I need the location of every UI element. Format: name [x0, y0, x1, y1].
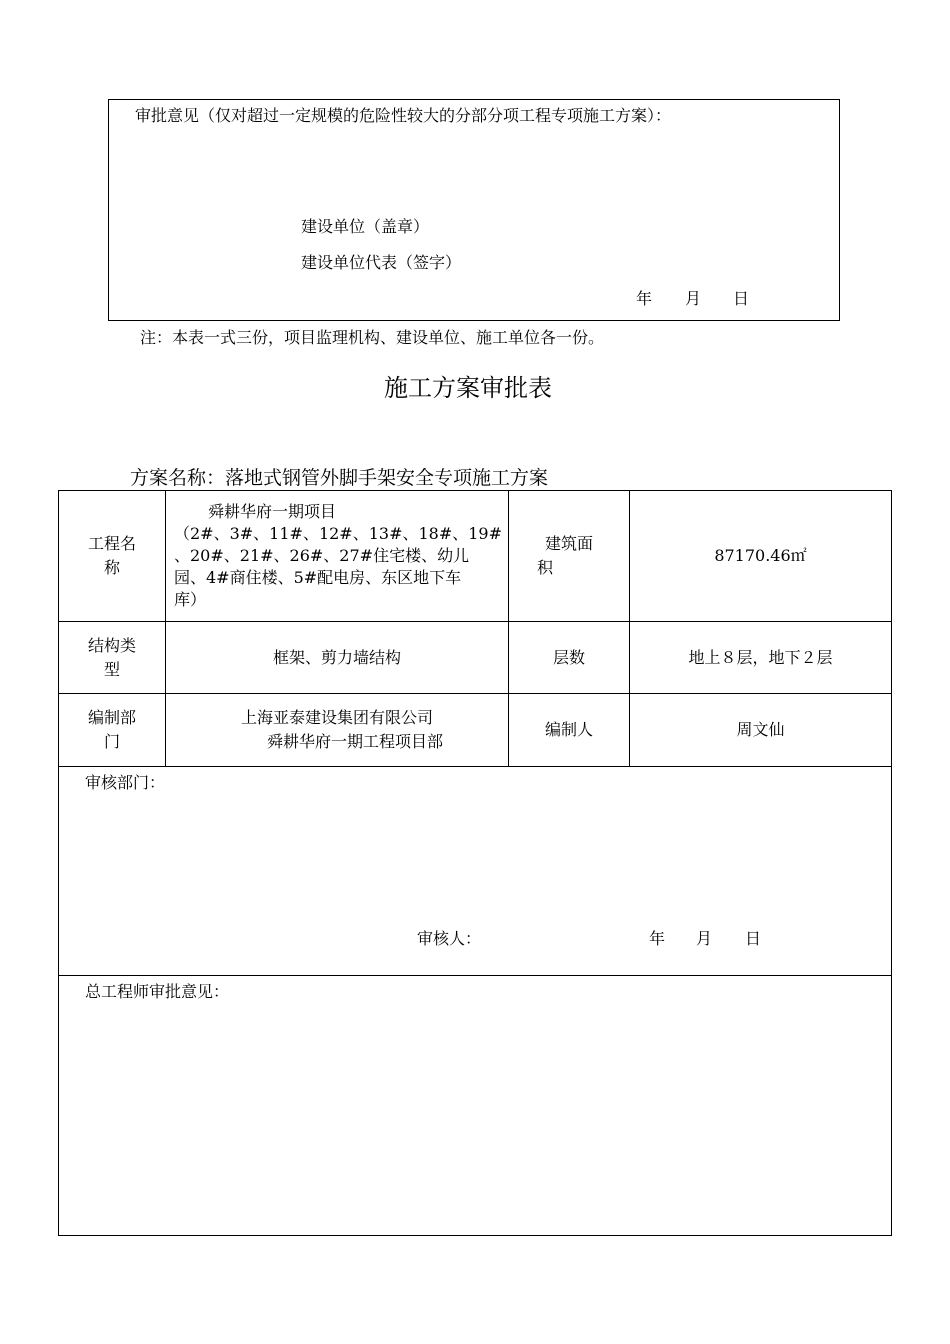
date-year: 年: [636, 289, 653, 308]
dept-label-cell: [59, 694, 166, 767]
floors-label: 层数: [509, 622, 630, 694]
dept-value-cell: [166, 694, 509, 767]
structure-row: [59, 622, 892, 694]
reviewer-label: 审核人：: [417, 929, 482, 948]
floors-value: 地上８层，地下２层: [630, 622, 892, 694]
project-label-cell: [59, 491, 166, 622]
date-month: 月: [685, 289, 702, 308]
project-row: [59, 491, 892, 622]
copies-note: 注：本表一式三份，项目监理机构、建设单位、施工单位各一份。: [140, 328, 605, 347]
project-name-line: 舜耕华府一期项目: [208, 502, 337, 521]
review-dept-label: 审核部门：: [85, 773, 166, 792]
owner-approval-box: [108, 99, 840, 321]
owner-seal-label: 建设单位（盖章）: [301, 217, 430, 236]
dept-value-line2: 舜耕华府一期工程项目部: [266, 732, 443, 751]
review-date-day: 日: [745, 929, 762, 948]
structure-label-cell: [59, 622, 166, 694]
structure-label-line1: 结构类: [87, 635, 136, 655]
chief-row: [59, 976, 892, 1236]
project-label-line2: 称: [103, 558, 120, 577]
author-value: 周文仙: [630, 694, 892, 767]
page-title: 施工方案审批表: [384, 374, 552, 402]
area-label-cell: [509, 491, 630, 622]
structure-label-line2: 型: [103, 659, 120, 679]
project-name-line: 、20#、21#、26#、27#住宅楼、幼儿: [174, 546, 470, 565]
opinion-label: 审批意见（仅对超过一定规模的危险性较大的分部分项工程专项施工方案）：: [135, 106, 672, 125]
area-value: 87170.46㎡: [630, 491, 892, 622]
dept-label-line1: 编制部: [87, 708, 136, 727]
dept-label-line2: 门: [103, 732, 120, 751]
dept-row: [59, 694, 892, 767]
project-name-line: 库）: [174, 590, 207, 609]
review-date-month: 月: [696, 929, 713, 948]
author-label: 编制人: [509, 694, 630, 767]
structure-value: 框架、剪力墙结构: [166, 622, 509, 694]
dept-value-line1: 上海亚泰建设集团有限公司: [240, 708, 433, 727]
review-date-year: 年: [649, 929, 666, 948]
area-label-line2: 积: [537, 558, 554, 577]
project-name-line: （2#、3#、11#、12#、13#、18#、19#: [174, 524, 503, 543]
review-cell: [59, 767, 892, 976]
project-label-line1: 工程名: [87, 534, 136, 553]
owner-rep-label: 建设单位代表（签字）: [301, 253, 462, 272]
project-name-line: 园、4#商住楼、5#配电房、东区地下车: [174, 568, 462, 587]
plan-name: 方案名称：落地式钢管外脚手架安全专项施工方案: [130, 467, 549, 489]
date-day: 日: [733, 289, 750, 308]
chief-cell: [59, 976, 892, 1236]
approval-table: [58, 490, 892, 1236]
project-name-cell: [166, 491, 509, 622]
chief-engineer-label: 总工程师审批意见：: [85, 982, 230, 1001]
area-label-line1: 建筑面: [544, 534, 593, 553]
review-row: [59, 767, 892, 976]
